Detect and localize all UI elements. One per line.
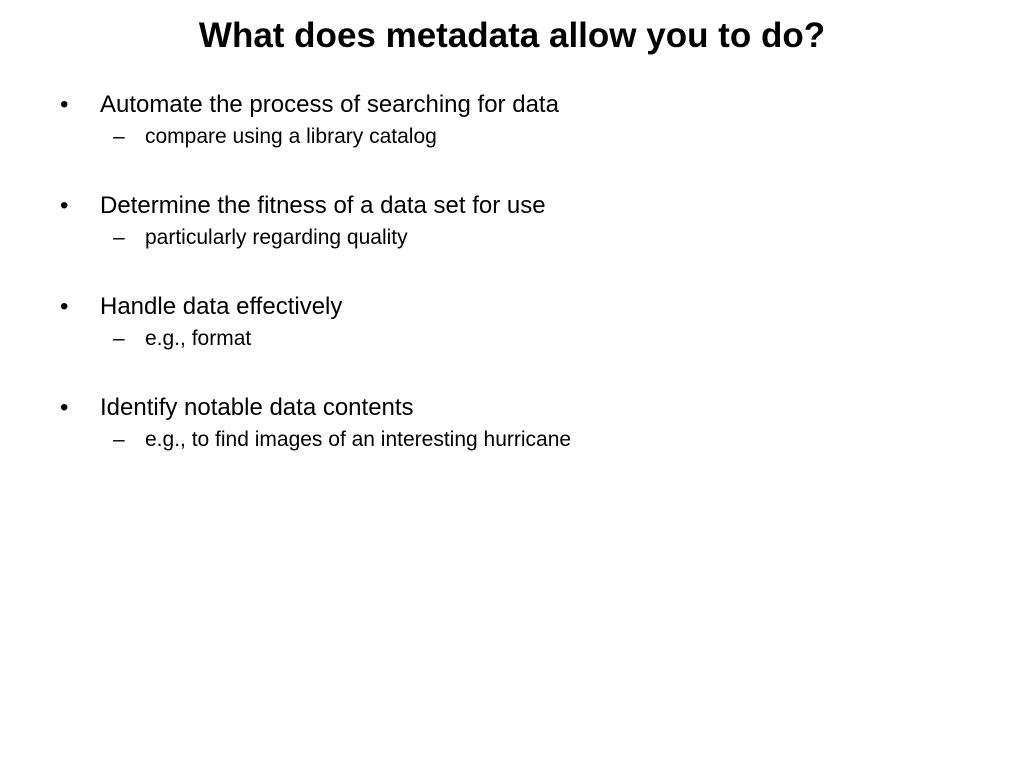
bullet-text: Determine the fitness of a data set for use [100,192,546,219]
sub-bullet-row [113,426,980,454]
sub-bullet-marker: – [113,428,125,451]
bullet-list [60,89,980,493]
sub-bullet-text: particularly regarding quality [145,226,408,249]
bullet-item-fitness [60,190,980,252]
sub-bullet-text: e.g., format [145,327,252,350]
sub-bullet-text: compare using a library catalog [145,125,437,148]
sub-bullet-text: e.g., to find images of an interesting hurricane [145,428,572,451]
sub-bullet-marker: – [113,226,125,249]
bullet-item-identify [60,392,980,454]
sub-bullet-row [113,123,980,151]
bullet-row [60,291,980,323]
bullet-text: Automate the process of searching for data [100,91,559,118]
sub-bullet-row [113,224,980,252]
bullet-text: Handle data effectively [100,293,343,320]
bullet-marker: • [60,394,69,421]
bullet-item-automate [60,89,980,151]
bullet-text: Identify notable data contents [100,394,414,421]
bullet-marker: • [60,293,69,320]
bullet-marker: • [60,91,69,118]
bullet-row [60,392,980,424]
bullet-row [60,89,980,121]
bullet-marker: • [60,192,69,219]
sub-bullet-marker: – [113,327,125,350]
sub-bullet-marker: – [113,125,125,148]
slide-title: What does metadata allow you to do? [198,16,826,55]
bullet-item-handle [60,291,980,353]
sub-bullet-row [113,325,980,353]
bullet-row [60,190,980,222]
